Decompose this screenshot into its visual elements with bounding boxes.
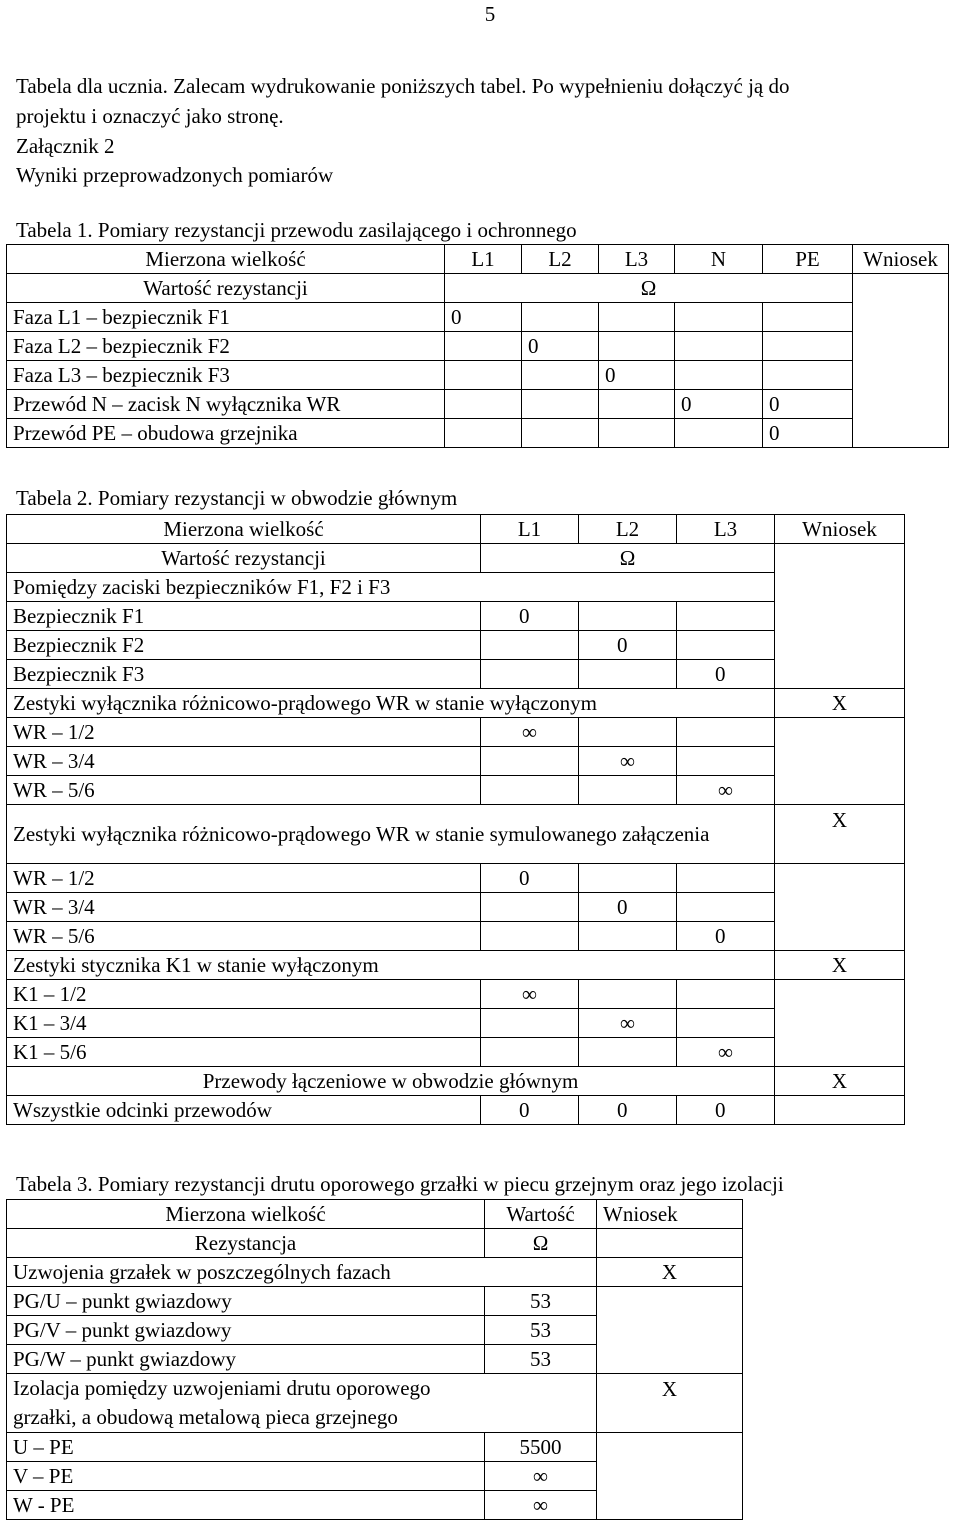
page-number: 5: [484, 2, 496, 26]
wniosek-cell: [775, 980, 905, 1067]
cell-value: 5500: [485, 1433, 597, 1462]
cell-l1: [481, 631, 579, 660]
row-label: V – PE: [7, 1462, 485, 1491]
table2-section2: Zestyki wyłącznika różnicowo-prądowego WR w stanie wyłączonym: [7, 689, 775, 718]
table1-wniosek-cell: [853, 274, 949, 448]
table2-section5-mark: X: [775, 1067, 905, 1096]
cell-l3: [599, 303, 675, 332]
cell-n: [675, 303, 763, 332]
table1-unit: Ω: [445, 274, 853, 303]
row-label: PG/V – punkt gwiazdowy: [7, 1316, 485, 1345]
table3-section-row: [7, 1258, 743, 1287]
table3-section2-mark: X: [597, 1374, 743, 1433]
table-row: [7, 922, 905, 951]
cell-n: 0: [675, 390, 763, 419]
table3-unit: Ω: [485, 1229, 597, 1258]
table2-section5: Przewody łączeniowe w obwodzie głównym: [7, 1067, 775, 1096]
cell-l2: [579, 1038, 677, 1067]
table2-section4-mark: X: [775, 951, 905, 980]
cell-pe: [763, 361, 853, 390]
cell-l3: [677, 747, 775, 776]
intro-line-2: projektu i oznaczyć jako stronę.: [16, 103, 284, 128]
cell-value: 53: [485, 1345, 597, 1374]
row-label: PG/U – punkt gwiazdowy: [7, 1287, 485, 1316]
table2-caption: Tabela 2. Pomiary rezystancji w obwodzie głównym: [16, 486, 458, 510]
table3-header-row: [7, 1200, 743, 1229]
row-label: Bezpiecznik F2: [7, 631, 481, 660]
cell-l1: ∞: [481, 980, 579, 1009]
table2-header-label: Mierzona wielkość: [7, 515, 481, 544]
row-label: K1 – 1/2: [7, 980, 481, 1009]
row-label: Przewód PE – obudowa grzejnika: [7, 419, 445, 448]
cell-l1: [481, 1009, 579, 1038]
row-label: U – PE: [7, 1433, 485, 1462]
table3-unit-row: [7, 1229, 743, 1258]
cell-l2: [579, 864, 677, 893]
cell-l2: [579, 980, 677, 1009]
cell-pe: [763, 332, 853, 361]
table2-wniosek-cell: [775, 544, 905, 689]
cell-l2: [579, 660, 677, 689]
table2-header-l2: L2: [579, 515, 677, 544]
table3-caption: Tabela 3. Pomiary rezystancji drutu oporowego grzałki w piecu grzejnym oraz jego izolacji: [16, 1172, 784, 1196]
cell-l3: [677, 718, 775, 747]
table2-section3-mark: X: [775, 805, 905, 864]
table-row: [7, 361, 949, 390]
cell-l1: 0: [481, 864, 579, 893]
row-label: Bezpiecznik F1: [7, 602, 481, 631]
cell-l2: [579, 922, 677, 951]
table3-section1-mark: X: [597, 1258, 743, 1287]
cell-l1: [445, 361, 522, 390]
table-row: [7, 864, 905, 893]
row-label: Faza L3 – bezpiecznik F3: [7, 361, 445, 390]
cell-l3: [599, 419, 675, 448]
cell-l1: 0: [481, 1096, 579, 1125]
row-label: WR – 3/4: [7, 893, 481, 922]
table3-header-label: Mierzona wielkość: [7, 1200, 485, 1229]
cell-l1: [481, 776, 579, 805]
table-row: [7, 1009, 905, 1038]
cell-pe: [763, 303, 853, 332]
cell-l2: [522, 361, 599, 390]
table2-section-row: [7, 573, 905, 602]
cell-l2: [579, 602, 677, 631]
wniosek-cell: [597, 1287, 743, 1374]
cell-l2: [522, 303, 599, 332]
wniosek-cell: [775, 1096, 905, 1125]
cell-value: 53: [485, 1287, 597, 1316]
cell-l2: ∞: [579, 1009, 677, 1038]
table1-unit-row: [7, 274, 949, 303]
cell-l2: 0: [522, 332, 599, 361]
table-row: [7, 718, 905, 747]
intro-line-1: Tabela dla ucznia. Zalecam wydrukowanie poniższych tabel. Po wypełnieniu dołączyć ją do: [16, 74, 790, 98]
table-row: [7, 1287, 743, 1316]
row-label: WR – 5/6: [7, 776, 481, 805]
table1-header-l3: L3: [599, 245, 675, 274]
row-label: WR – 1/2: [7, 864, 481, 893]
table-row: [7, 980, 905, 1009]
results-heading: Wyniki przeprowadzonych pomiarów: [16, 163, 334, 188]
cell-value: ∞: [485, 1462, 597, 1491]
cell-l1: [445, 419, 522, 448]
cell-l3: [677, 893, 775, 922]
table2-unit-label: Wartość rezystancji: [7, 544, 481, 573]
table1-unit-label: Wartość rezystancji: [7, 274, 445, 303]
table1-caption: Tabela 1. Pomiary rezystancji przewodu zasilającego i ochronnego: [16, 218, 577, 242]
table3-wniosek-cell: [597, 1229, 743, 1258]
table-row: [7, 1038, 905, 1067]
table-row: [7, 660, 905, 689]
cell-l1: [481, 922, 579, 951]
table-row: [7, 631, 905, 660]
cell-n: [675, 361, 763, 390]
row-label: Bezpiecznik F3: [7, 660, 481, 689]
cell-l3: [677, 980, 775, 1009]
cell-l1: [481, 747, 579, 776]
table3-section-row: [7, 1374, 743, 1433]
row-label: K1 – 5/6: [7, 1038, 481, 1067]
cell-l1: [481, 660, 579, 689]
table2-header-wniosek: Wniosek: [775, 515, 905, 544]
cell-l2: [522, 419, 599, 448]
table2-section-row: [7, 1067, 905, 1096]
wniosek-cell: [775, 718, 905, 805]
table-row: [7, 419, 949, 448]
table-row: [7, 303, 949, 332]
table-row: [7, 1096, 905, 1125]
cell-l2: [579, 776, 677, 805]
cell-l1: [445, 332, 522, 361]
table3-section1: Uzwojenia grzałek w poszczególnych fazach: [7, 1258, 597, 1287]
table-row: [7, 1433, 743, 1462]
cell-l3: [599, 332, 675, 361]
table-row: [7, 602, 905, 631]
table-row: [7, 390, 949, 419]
table1-header-n: N: [675, 245, 763, 274]
table2-section3: Zestyki wyłącznika różnicowo-prądowego WR w stanie symulowanego załączenia: [7, 805, 775, 864]
cell-value: 53: [485, 1316, 597, 1345]
cell-pe: 0: [763, 419, 853, 448]
cell-l1: ∞: [481, 718, 579, 747]
cell-l3: 0: [677, 922, 775, 951]
cell-l1: [445, 390, 522, 419]
cell-l3: [677, 602, 775, 631]
table1-header-l1: L1: [445, 245, 522, 274]
row-label: WR – 1/2: [7, 718, 481, 747]
table3-section2: Izolacja pomiędzy uzwojeniami drutu oporowego grzałki, a obudową metalową pieca grzejnego: [7, 1374, 597, 1433]
cell-l2: ∞: [579, 747, 677, 776]
cell-l3: [677, 631, 775, 660]
table3-unit-label: Rezystancja: [7, 1229, 485, 1258]
table2-unit-row: [7, 544, 905, 573]
attachment-label: Załącznik 2: [16, 133, 115, 158]
table3: [6, 1199, 743, 1520]
cell-n: [675, 332, 763, 361]
table2-header-l3: L3: [677, 515, 775, 544]
table1: [6, 244, 949, 448]
cell-l1: [481, 893, 579, 922]
cell-l1: 0: [445, 303, 522, 332]
cell-l3: [599, 390, 675, 419]
table2-section-row: [7, 951, 905, 980]
cell-l2: [579, 718, 677, 747]
table1-header-row: [7, 245, 949, 274]
table-row: [7, 747, 905, 776]
table2-section-row: [7, 689, 905, 718]
cell-l3: [677, 1009, 775, 1038]
table-row: [7, 893, 905, 922]
row-label: WR – 3/4: [7, 747, 481, 776]
table2-section-row: [7, 805, 905, 864]
cell-n: [675, 419, 763, 448]
cell-l1: 0: [481, 602, 579, 631]
table2: [6, 514, 905, 1125]
table1-header-label: Mierzona wielkość: [7, 245, 445, 274]
cell-l2: [522, 390, 599, 419]
row-label: Przewód N – zacisk N wyłącznika WR: [7, 390, 445, 419]
table3-header-value: Wartość: [485, 1200, 597, 1229]
cell-value: ∞: [485, 1491, 597, 1520]
wniosek-cell: [775, 864, 905, 951]
cell-l3: [677, 864, 775, 893]
table1-header-pe: PE: [763, 245, 853, 274]
cell-l2: 0: [579, 893, 677, 922]
intro-text: [16, 72, 946, 191]
row-label: Faza L1 – bezpiecznik F1: [7, 303, 445, 332]
row-label: K1 – 3/4: [7, 1009, 481, 1038]
cell-pe: 0: [763, 390, 853, 419]
cell-l3: 0: [677, 1096, 775, 1125]
table2-unit: Ω: [481, 544, 775, 573]
row-label: W - PE: [7, 1491, 485, 1520]
table2-section1: Pomiędzy zaciski bezpieczników F1, F2 i F3: [7, 573, 775, 602]
cell-l1: [481, 1038, 579, 1067]
cell-l2: 0: [579, 1096, 677, 1125]
table-row: [7, 332, 949, 361]
table2-section4: Zestyki stycznika K1 w stanie wyłączonym: [7, 951, 775, 980]
cell-l3: 0: [677, 660, 775, 689]
table2-section2-mark: X: [775, 689, 905, 718]
table1-header-wniosek: Wniosek: [853, 245, 949, 274]
row-label: Wszystkie odcinki przewodów: [7, 1096, 481, 1125]
table2-header-l1: L1: [481, 515, 579, 544]
cell-l3: ∞: [677, 1038, 775, 1067]
wniosek-cell: [597, 1433, 743, 1520]
row-label: WR – 5/6: [7, 922, 481, 951]
table-row: [7, 776, 905, 805]
table3-header-wniosek: Wniosek: [597, 1200, 743, 1229]
cell-l3: ∞: [677, 776, 775, 805]
cell-l3: 0: [599, 361, 675, 390]
row-label: Faza L2 – bezpiecznik F2: [7, 332, 445, 361]
row-label: PG/W – punkt gwiazdowy: [7, 1345, 485, 1374]
table2-header-row: [7, 515, 905, 544]
cell-l2: 0: [579, 631, 677, 660]
table1-header-l2: L2: [522, 245, 599, 274]
